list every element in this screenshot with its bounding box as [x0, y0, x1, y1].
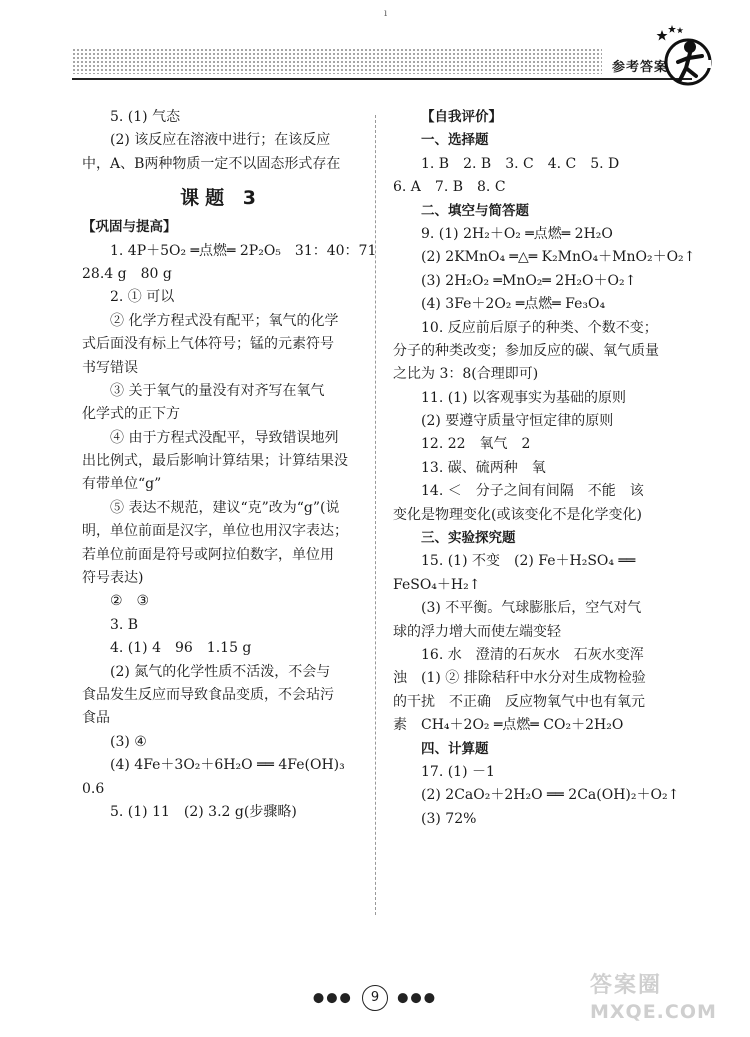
text-line: 之比为 3：8(合理即可): [393, 366, 539, 383]
equation-line: (2) 2KMnO₄ ═△═ K₂MnO₄＋MnO₂＋O₂↑: [421, 249, 696, 266]
text-line: 书写错误: [82, 359, 138, 376]
text-line: ④ 由于方程式没配平，导致错误地列: [110, 429, 339, 446]
text-line: (3) 72%: [421, 810, 477, 827]
text-line: ⑤ 表达不规范，建议“克”改为“g”(说: [110, 499, 340, 516]
text-line: 10. 反应前后原子的种类、个数不变；: [421, 319, 658, 336]
equation-line: 1. 4P＋5O₂ ═点燃═ 2P₂O₅ 31：40：71: [110, 242, 377, 259]
scan-mark: ı: [384, 8, 388, 19]
text-line: 5. (1) 11 (2) 3.2 g(步骤略): [110, 803, 297, 820]
text-line: 16. 水 澄清的石灰水 石灰水变浑: [421, 646, 644, 663]
text-line: 0.6: [82, 780, 105, 797]
text-line: 分子的种类改变；参加反应的碳、氧气质量: [393, 342, 659, 359]
dots-decoration-right: ●●●: [397, 990, 438, 1006]
text-line: 3. B: [110, 616, 139, 633]
text-line: 出比例式，最后影响计算结果；计算结果没: [82, 453, 348, 470]
header-rule: [72, 78, 692, 80]
section-heading: 【自我评价】: [421, 109, 502, 125]
text-line: (2) 该反应在溶液中进行；在该反应: [110, 132, 331, 149]
equation-line: (2) 2CaO₂＋2H₂O ══ 2Ca(OH)₂＋O₂↑: [421, 787, 680, 804]
text-line: 13. 碳、硫两种 氧: [421, 459, 546, 476]
text-line: 17. (1) －1: [421, 763, 495, 780]
stars-icon: [657, 25, 684, 41]
right-column: [393, 106, 696, 831]
text-line: ③ 关于氧气的量没有对齐写在氧气: [110, 382, 325, 399]
dots-decoration-left: ●●●: [312, 990, 353, 1006]
text-line: 食品: [82, 710, 110, 727]
equation-line: 素 CH₄＋2O₂ ═点燃═ CO₂＋2H₂O: [393, 717, 624, 734]
text-line: ② 化学方程式没有配平；氧气的化学: [110, 312, 339, 329]
text-line: 变化是物理变化(或该变化不是化学变化): [393, 506, 642, 523]
header-label: 参考答案: [612, 60, 669, 75]
text-line: 1. B 2. B 3. C 4. C 5. D: [421, 155, 620, 172]
text-line: 11. (1) 以客观事实为基础的原则: [421, 389, 626, 406]
text-line: 28.4 g 80 g: [82, 265, 172, 282]
left-column: [82, 106, 377, 824]
text-line: 符号表达): [82, 570, 144, 587]
subsection-heading: 一、选择题: [421, 132, 489, 149]
text-line: 2. ① 可以: [110, 289, 175, 306]
text-line: 5. (1) 气态: [110, 109, 181, 125]
subsection-heading: 四、计算题: [421, 740, 489, 757]
section-title: 课题 3: [180, 187, 262, 210]
equation-line: FeSO₄＋H₂↑: [393, 576, 481, 593]
watermark: [590, 968, 740, 1034]
equation-line: (3) 2H₂O₂ ═MnO₂═ 2H₂O＋O₂↑: [421, 272, 637, 289]
text-line: ② ③: [110, 593, 150, 610]
text-line: (2) 氮气的化学性质不活泼，不会与: [110, 663, 331, 680]
watermark-text: 答案圈: [590, 973, 663, 998]
text-line: 中，A、B两种物质一定不以固态形式存在: [82, 155, 341, 172]
section-heading: 【巩固与提高】: [82, 219, 177, 236]
text-line: 球的浮力增大而使左端变轻: [393, 623, 561, 640]
subsection-heading: 二、填空与简答题: [421, 202, 529, 219]
text-line: (2) 要遵守质量守恒定律的原则: [421, 413, 614, 430]
text-line: 化学式的正下方: [82, 406, 180, 423]
text-line: 浊 (1) ② 排除秸秆中水分对生成物检验: [393, 670, 646, 687]
subsection-heading: 三、实验探究题: [421, 530, 516, 547]
text-line: 有带单位“g”: [82, 476, 162, 493]
equation-line: 9. (1) 2H₂＋O₂ ═点燃═ 2H₂O: [421, 225, 613, 242]
header-dotted-band: [72, 48, 602, 74]
running-figure-logo-icon: [650, 22, 720, 92]
text-line: 14. ＜ 分子之间有间隔 不能 该: [421, 483, 644, 500]
text-line: 4. (1) 4 96 1.15 g: [110, 640, 252, 657]
text-line: (3) ④: [110, 733, 147, 750]
watermark-url: MXQE.COM: [590, 1001, 717, 1023]
text-line: 12. 22 氧气 2: [421, 436, 531, 453]
text-line: (3) 不平衡。气球膨胀后，空气对气: [421, 600, 642, 617]
page-number: 9: [362, 985, 388, 1011]
equation-line: (4) 4Fe＋3O₂＋6H₂O ══ 4Fe(OH)₃: [110, 757, 345, 774]
text-line: 的干扰 不正确 反应物氧气中也有氧元: [393, 693, 645, 710]
text-line: 6. A 7. B 8. C: [393, 179, 506, 196]
text-line: 明，单位前面是汉字，单位也用汉字表达；: [82, 523, 348, 540]
equation-line: (4) 3Fe＋2O₂ ═点燃═ Fe₃O₄: [421, 296, 606, 313]
text-line: 若单位前面是符号或阿拉伯数字，单位用: [82, 546, 334, 563]
equation-line: 15. (1) 不变 (2) Fe＋H₂SO₄ ══: [421, 553, 636, 570]
text-line: 式后面没有标上气体符号；锰的元素符号: [82, 336, 334, 353]
text-line: 食品发生反应而导致食品变质，不会玷污: [82, 686, 334, 703]
column-divider: [375, 115, 376, 915]
